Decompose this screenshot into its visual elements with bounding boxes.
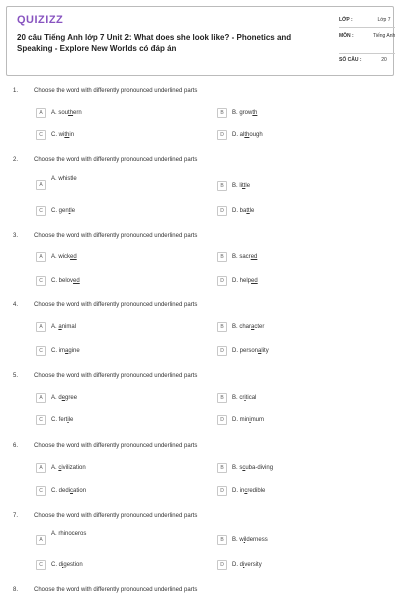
question-prompt: Choose the word with differently pronounced underlined parts bbox=[34, 373, 198, 379]
subject-label: MÔN : bbox=[339, 33, 354, 39]
option-text: D. incredible bbox=[232, 488, 266, 494]
option-text: D. personality bbox=[232, 348, 269, 354]
option-letter-box: C bbox=[36, 130, 46, 140]
question-number: 8. bbox=[13, 587, 19, 593]
option-text: B. little bbox=[232, 183, 251, 189]
option-text: B. scuba-diving bbox=[232, 465, 274, 471]
quiz-header bbox=[6, 6, 394, 76]
option-text: D. minimum bbox=[232, 417, 265, 423]
option-text: C. imagine bbox=[51, 348, 80, 354]
question-number: 3. bbox=[13, 233, 19, 239]
option-letter-box: B bbox=[217, 463, 227, 473]
question-number: 7. bbox=[13, 513, 19, 519]
option-letter-box: C bbox=[36, 346, 46, 356]
option-text: C. beloved bbox=[51, 278, 80, 284]
question-prompt: Choose the word with differently pronounced underlined parts bbox=[34, 443, 198, 449]
option-letter-box: D bbox=[217, 415, 227, 425]
option-letter-box: B bbox=[217, 393, 227, 403]
option-text: C. dedication bbox=[51, 488, 87, 494]
question-number: 6. bbox=[13, 443, 19, 449]
option-text: A. civilization bbox=[51, 465, 86, 471]
option-text: A. southern bbox=[51, 110, 82, 116]
option-text: C. gentle bbox=[51, 208, 76, 214]
option-letter-box: C bbox=[36, 486, 46, 496]
option-text: A. whistle bbox=[51, 176, 77, 182]
count-value: 20 bbox=[381, 57, 387, 63]
option-letter-box: C bbox=[36, 276, 46, 286]
option-text: D. diversity bbox=[232, 562, 262, 568]
question-prompt: Choose the word with differently pronounced underlined parts bbox=[34, 513, 198, 519]
option-text: B. character bbox=[232, 324, 265, 330]
option-text: A. degree bbox=[51, 395, 78, 401]
option-text: A. animal bbox=[51, 324, 77, 330]
option-letter-box: C bbox=[36, 206, 46, 216]
option-letter-box: A bbox=[36, 252, 46, 262]
subject-value: Tiếng Anh bbox=[373, 33, 396, 39]
option-text: C. fertile bbox=[51, 417, 74, 423]
quizizz-logo[interactable]: QUIZIZZ bbox=[17, 14, 64, 26]
option-letter-box: A bbox=[36, 322, 46, 332]
option-letter-box: B bbox=[217, 108, 227, 118]
option-letter-box: A bbox=[36, 535, 46, 545]
question-number: 5. bbox=[13, 373, 19, 379]
option-text: D. battle bbox=[232, 208, 255, 214]
page-title: 20 câu Tiếng Anh lớp 7 Unit 2: What does she look like? - Phonetics and Speaking - Explore New Worlds có đáp án bbox=[17, 33, 292, 53]
class-value: Lớp 7 bbox=[377, 17, 391, 23]
question-prompt: Choose the word with differently pronounced underlined parts bbox=[34, 587, 198, 593]
question-prompt: Choose the word with differently pronounced underlined parts bbox=[34, 157, 198, 163]
option-text: B. sacred bbox=[232, 254, 258, 260]
option-letter-box: A bbox=[36, 180, 46, 190]
question-prompt: Choose the word with differently pronounced underlined parts bbox=[34, 233, 198, 239]
option-letter-box: D bbox=[217, 560, 227, 570]
question-prompt: Choose the word with differently pronounced underlined parts bbox=[34, 302, 198, 308]
option-text: A. wicked bbox=[51, 254, 77, 260]
divider bbox=[339, 53, 395, 54]
option-text: A. rhinoceros bbox=[51, 531, 87, 537]
option-letter-box: D bbox=[217, 486, 227, 496]
count-label: SỐ CÂU : bbox=[339, 57, 362, 63]
question-number: 4. bbox=[13, 302, 19, 308]
option-letter-box: C bbox=[36, 415, 46, 425]
question-number: 2. bbox=[13, 157, 19, 163]
option-text: C. within bbox=[51, 132, 75, 138]
option-letter-box: B bbox=[217, 322, 227, 332]
option-letter-box: A bbox=[36, 463, 46, 473]
divider bbox=[339, 27, 395, 28]
option-letter-box: C bbox=[36, 560, 46, 570]
option-letter-box: D bbox=[217, 276, 227, 286]
option-letter-box: D bbox=[217, 130, 227, 140]
option-text: B. critical bbox=[232, 395, 257, 401]
option-text: B. growth bbox=[232, 110, 258, 116]
option-letter-box: B bbox=[217, 535, 227, 545]
option-text: D. helped bbox=[232, 278, 258, 284]
option-letter-box: D bbox=[217, 206, 227, 216]
question-prompt: Choose the word with differently pronounced underlined parts bbox=[34, 88, 198, 94]
option-letter-box: D bbox=[217, 346, 227, 356]
question-number: 1. bbox=[13, 88, 19, 94]
option-letter-box: A bbox=[36, 393, 46, 403]
option-text: C. digestion bbox=[51, 562, 83, 568]
option-text: B. wilderness bbox=[232, 537, 268, 543]
option-letter-box: B bbox=[217, 181, 227, 191]
option-text: D. although bbox=[232, 132, 263, 138]
class-label: LỚP : bbox=[339, 17, 353, 23]
option-letter-box: B bbox=[217, 252, 227, 262]
option-letter-box: A bbox=[36, 108, 46, 118]
